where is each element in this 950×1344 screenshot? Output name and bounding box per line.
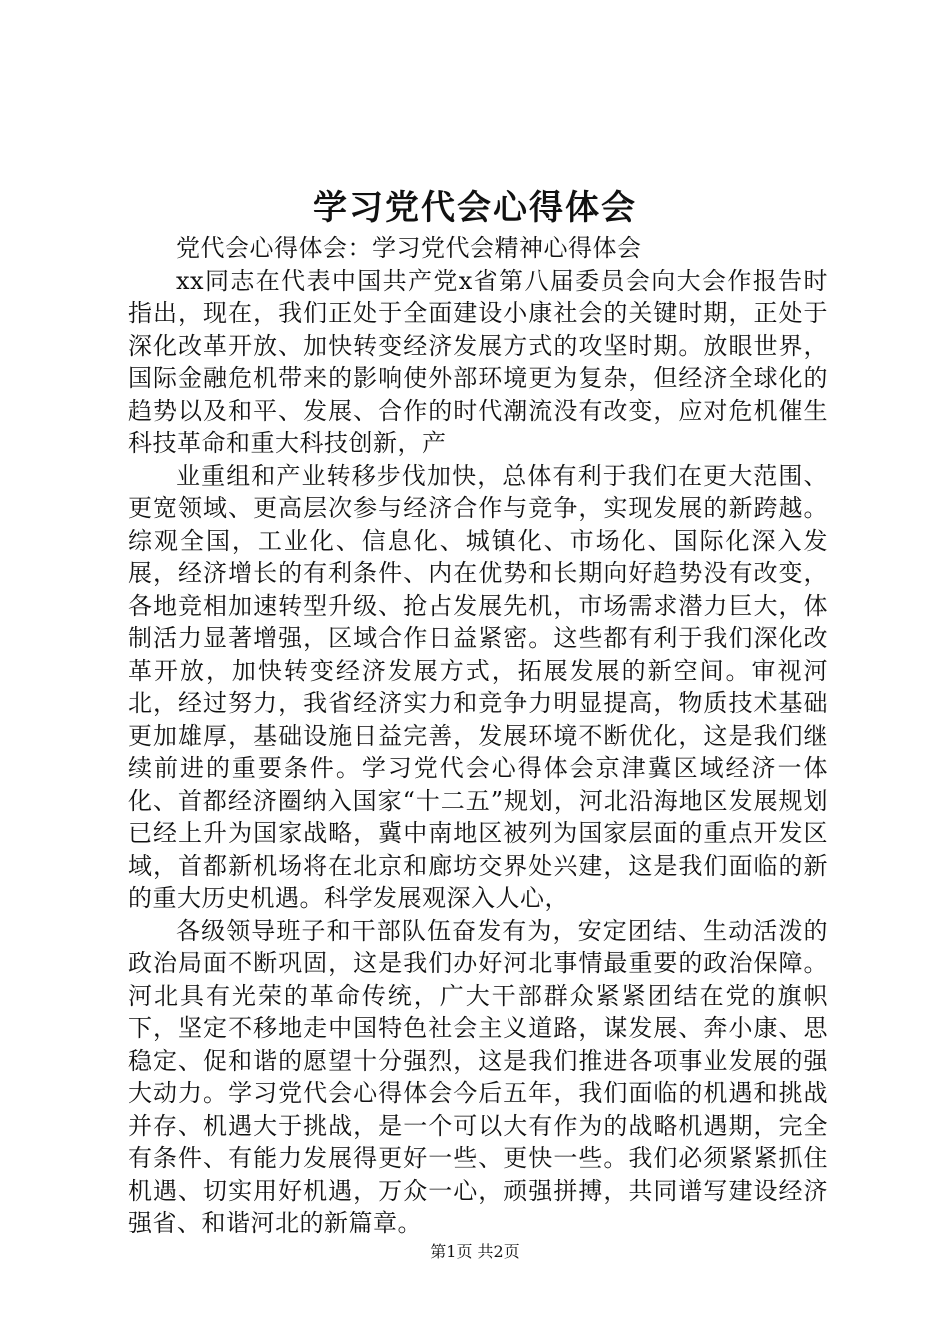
paragraph: 各级领导班子和干部队伍奋发有为，安定团结、生动活泼的政治局面不断巩固，这是我们办好河北事情最重要的政治保障。河北具有光荣的革命传统，广大干部群众紧紧团结在党的旗帜下，坚定不移地走中国特色社会主义道路，谋发展、奔小康、思稳定、促和谐的愿望十分强烈，这是我们推进各项事业发展的强大动力。学习党代会心得体会今后五年，我们面临的机遇和挑战并存、机遇大于挑战，是一个可以大有作为的战略机遇期，完全有条件、有能力发展得更好一些、更快一些。我们必须紧紧抓住机遇、切实用好机遇，万众一心，顽强拼搏，共同谱写建设经济强省、和谐河北的新篇章。 (128, 916, 828, 1237)
page-number-footer: 第1页 共2页 (430, 1242, 520, 1261)
document-body (128, 232, 828, 1240)
paragraph: 业重组和产业转移步伐加快，总体有利于我们在更大范围、更宽领域、更高层次参与经济合作与竞争，实现发展的新跨越。综观全国，工业化、信息化、城镇化、市场化、国际化深入发展，经济增长的有利条件、内在优势和长期向好趋势没有改变，各地竞相加速转型升级、抢占发展先机，市场需求潜力巨大，体制活力显著增强，区域合作日益紧密。这些都有利于我们深化改革开放，加快转变经济发展方式，拓展发展的新空间。审视河北，经过努力，我省经济实力和竞争力明显提高，物质技术基础更加雄厚，基础设施日益完善，发展环境不断优化，这是我们继续前进的重要条件。学习党代会心得体会京津冀区域经济一体化、首都经济圈纳入国家“十二五”规划，河北沿海地区发展规划已经上升为国家战略，冀中南地区被列为国家层面的重点开发区域，首都新机场将在北京和廊坊交界处兴建，这是我们面临的新的重大历史机遇。科学发展观深入人心， (128, 461, 828, 912)
paragraph: xx同志在代表中国共产党x省第八届委员会向大会作报告时指出，现在，我们正处于全面建设小康社会的关键时期，正处于深化改革开放、加快转变经济发展方式的攻坚时期。放眼世界，国际金融危机带来的影响使外部环境更为复杂，但经济全球化的趋势以及和平、发展、合作的时代潮流没有改变，应对危机催生科技革命和重大科技创新，产 (128, 266, 828, 457)
paragraph-subtitle: 党代会心得体会：学习党代会精神心得体会 (176, 234, 642, 262)
document-title: 学习党代会心得体会 (313, 188, 637, 228)
